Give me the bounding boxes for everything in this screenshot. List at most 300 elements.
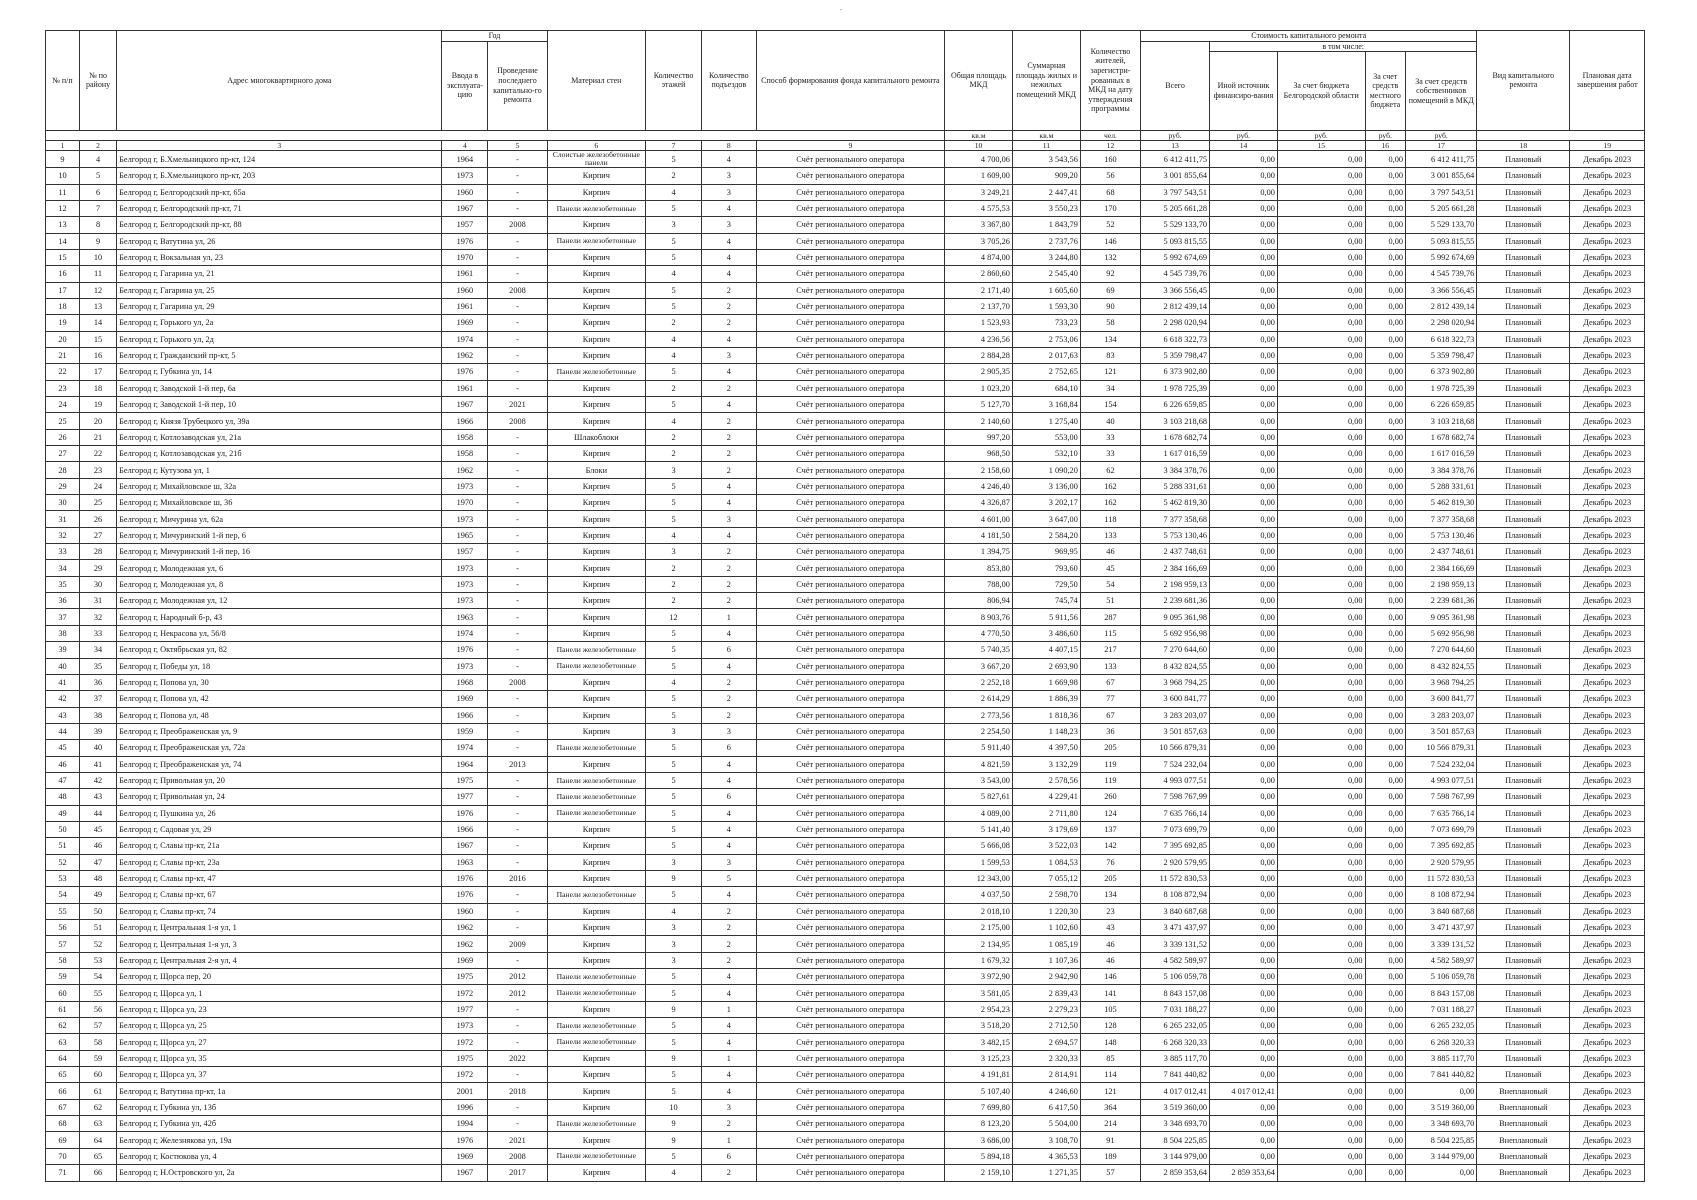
cell-area-total: 4 700,06 xyxy=(945,151,1013,168)
cell-num: 39 xyxy=(46,642,80,658)
cell-end-date: Декабрь 2023 xyxy=(1570,315,1645,331)
cell-owners: 8 432 824,55 xyxy=(1406,658,1477,674)
cell-district-num: 11 xyxy=(79,266,116,282)
cell-district-num: 16 xyxy=(79,347,116,363)
cell-residents: 85 xyxy=(1080,1050,1140,1066)
cell-year-built: 1970 xyxy=(442,249,488,265)
cell-num: 61 xyxy=(46,1001,80,1017)
cell-address: Белгород г, Молодежная ул, 12 xyxy=(117,593,442,609)
cell-owners: 5 288 331,61 xyxy=(1406,478,1477,494)
cell-area-total: 1 609,00 xyxy=(945,168,1013,184)
cell-owners: 8 504 225,85 xyxy=(1406,1132,1477,1148)
cell-cost-total: 3 283 203,07 xyxy=(1141,707,1210,723)
cell-end-date: Декабрь 2023 xyxy=(1570,1165,1645,1181)
cell-entrances: 2 xyxy=(701,691,756,707)
cell-area-living: 733,23 xyxy=(1012,315,1080,331)
cell-cost-total: 7 031 188,27 xyxy=(1141,1001,1210,1017)
cell-residents: 68 xyxy=(1080,184,1140,200)
cell-local: 0,00 xyxy=(1365,266,1406,282)
cell-owners: 4 582 589,97 xyxy=(1406,952,1477,968)
cell-year-built: 1976 xyxy=(442,233,488,249)
cell-cost-total: 5 205 661,28 xyxy=(1141,200,1210,216)
cell-entrances: 3 xyxy=(701,168,756,184)
cell-end-date: Декабрь 2023 xyxy=(1570,413,1645,429)
cell-owners: 3 001 855,64 xyxy=(1406,168,1477,184)
cell-entrances: 4 xyxy=(701,233,756,249)
cell-district-num: 5 xyxy=(79,168,116,184)
cell-district-num: 8 xyxy=(79,217,116,233)
cell-cost-total: 3 501 857,63 xyxy=(1141,723,1210,739)
cell-cost-total: 6 268 320,33 xyxy=(1141,1034,1210,1050)
cell-regional: 0,00 xyxy=(1277,168,1365,184)
cell-entrances: 2 xyxy=(701,936,756,952)
cell-repair-type: Плановый xyxy=(1477,789,1570,805)
cell-entrances: 2 xyxy=(701,429,756,445)
cell-floors: 12 xyxy=(646,609,702,625)
column-number: 19 xyxy=(1570,141,1645,151)
cell-wall: Кирпич xyxy=(547,903,646,919)
cell-year-repair: - xyxy=(488,1067,547,1083)
cell-end-date: Декабрь 2023 xyxy=(1570,593,1645,609)
cell-num: 23 xyxy=(46,380,80,396)
cell-other-src: 0,00 xyxy=(1210,151,1278,168)
table-row xyxy=(46,478,1645,494)
cell-repair-type: Плановый xyxy=(1477,249,1570,265)
cell-entrances: 2 xyxy=(701,413,756,429)
column-number: 14 xyxy=(1210,141,1278,151)
cell-num: 16 xyxy=(46,266,80,282)
cell-residents: 62 xyxy=(1080,462,1140,478)
cell-wall: Кирпич xyxy=(547,625,646,641)
cell-year-repair: - xyxy=(488,625,547,641)
cell-fund: Счёт регионального оператора xyxy=(756,200,944,216)
cell-address: Белгород г, Гагарина ул, 29 xyxy=(117,298,442,314)
cell-end-date: Декабрь 2023 xyxy=(1570,527,1645,543)
cell-area-living: 1 886,39 xyxy=(1012,691,1080,707)
cell-cost-total: 2 859 353,64 xyxy=(1141,1165,1210,1181)
cell-fund: Счёт регионального оператора xyxy=(756,838,944,854)
cell-area-total: 1 523,93 xyxy=(945,315,1013,331)
cell-area-total: 2 860,60 xyxy=(945,266,1013,282)
cell-residents: 141 xyxy=(1080,985,1140,1001)
cell-address: Белгород г, Ватутина пр-кт, 1а xyxy=(117,1083,442,1099)
cell-year-repair: - xyxy=(488,691,547,707)
cell-floors: 4 xyxy=(646,266,702,282)
cell-cost-total: 3 103 218,68 xyxy=(1141,413,1210,429)
cell-wall: Кирпич xyxy=(547,1165,646,1181)
cell-area-living: 5 911,56 xyxy=(1012,609,1080,625)
cell-district-num: 64 xyxy=(79,1132,116,1148)
cell-area-living: 1 102,60 xyxy=(1012,920,1080,936)
cell-entrances: 4 xyxy=(701,249,756,265)
cell-residents: 132 xyxy=(1080,249,1140,265)
cell-local: 0,00 xyxy=(1365,1132,1406,1148)
cell-fund: Счёт регионального оператора xyxy=(756,511,944,527)
table-row xyxy=(46,462,1645,478)
cell-other-src: 0,00 xyxy=(1210,920,1278,936)
cell-local: 0,00 xyxy=(1365,1034,1406,1050)
cell-end-date: Декабрь 2023 xyxy=(1570,723,1645,739)
unit-other-src: руб. xyxy=(1210,130,1278,141)
cell-end-date: Декабрь 2023 xyxy=(1570,985,1645,1001)
cell-end-date: Декабрь 2023 xyxy=(1570,478,1645,494)
cell-address: Белгород г, Заводской 1-й пер, 10 xyxy=(117,397,442,413)
cell-address: Белгород г, Б.Хмельницкого пр-кт, 124 xyxy=(117,151,442,168)
cell-regional: 0,00 xyxy=(1277,920,1365,936)
cell-area-living: 3 108,70 xyxy=(1012,1132,1080,1148)
cell-area-total: 5 827,61 xyxy=(945,789,1013,805)
cell-end-date: Декабрь 2023 xyxy=(1570,854,1645,870)
column-number: 3 xyxy=(117,141,442,151)
cell-year-built: 1968 xyxy=(442,674,488,690)
cell-cost-total: 2 437 748,61 xyxy=(1141,544,1210,560)
cell-residents: 287 xyxy=(1080,609,1140,625)
cell-entrances: 2 xyxy=(701,1116,756,1132)
cell-address: Белгород г, Центральная 2-я ул, 4 xyxy=(117,952,442,968)
cell-num: 51 xyxy=(46,838,80,854)
cell-address: Белгород г, Щорса ул, 1 xyxy=(117,985,442,1001)
cell-floors: 4 xyxy=(646,903,702,919)
cell-local: 0,00 xyxy=(1365,870,1406,886)
cell-repair-type: Плановый xyxy=(1477,838,1570,854)
cell-year-built: 1976 xyxy=(442,870,488,886)
cell-floors: 5 xyxy=(646,151,702,168)
cell-year-repair: - xyxy=(488,364,547,380)
cell-area-living: 2 017,63 xyxy=(1012,347,1080,363)
cell-repair-type: Плановый xyxy=(1477,854,1570,870)
cell-cost-total: 7 073 699,79 xyxy=(1141,821,1210,837)
cell-repair-type: Плановый xyxy=(1477,560,1570,576)
cell-fund: Счёт регионального оператора xyxy=(756,478,944,494)
cell-residents: 34 xyxy=(1080,380,1140,396)
cell-district-num: 21 xyxy=(79,429,116,445)
cell-fund: Счёт регионального оператора xyxy=(756,315,944,331)
cell-owners: 0,00 xyxy=(1406,1165,1477,1181)
cell-repair-type: Плановый xyxy=(1477,1018,1570,1034)
cell-repair-type: Плановый xyxy=(1477,723,1570,739)
cell-residents: 146 xyxy=(1080,233,1140,249)
cell-fund: Счёт регионального оператора xyxy=(756,772,944,788)
table-row xyxy=(46,233,1645,249)
cell-address: Белгород г, Пушкина ул, 26 xyxy=(117,805,442,821)
cell-address: Белгород г, Щорса ул, 27 xyxy=(117,1034,442,1050)
cell-other-src: 0,00 xyxy=(1210,429,1278,445)
cell-area-living: 2 942,90 xyxy=(1012,969,1080,985)
cell-cost-total: 5 093 815,55 xyxy=(1141,233,1210,249)
cell-residents: 137 xyxy=(1080,821,1140,837)
cell-regional: 0,00 xyxy=(1277,282,1365,298)
table-row xyxy=(46,576,1645,592)
cell-floors: 5 xyxy=(646,658,702,674)
cell-wall: Кирпич xyxy=(547,1083,646,1099)
cell-area-total: 3 972,90 xyxy=(945,969,1013,985)
column-number: 13 xyxy=(1141,141,1210,151)
cell-cost-total: 5 359 798,47 xyxy=(1141,347,1210,363)
cell-floors: 5 xyxy=(646,707,702,723)
table-row xyxy=(46,920,1645,936)
cell-year-repair: - xyxy=(488,707,547,723)
cell-residents: 83 xyxy=(1080,347,1140,363)
table-row xyxy=(46,674,1645,690)
cell-other-src: 0,00 xyxy=(1210,821,1278,837)
cell-wall: Кирпич xyxy=(547,691,646,707)
cell-fund: Счёт регионального оператора xyxy=(756,1165,944,1181)
cell-end-date: Декабрь 2023 xyxy=(1570,1067,1645,1083)
cell-district-num: 44 xyxy=(79,805,116,821)
cell-other-src: 0,00 xyxy=(1210,298,1278,314)
cell-area-total: 4 191,81 xyxy=(945,1067,1013,1083)
cell-entrances: 2 xyxy=(701,674,756,690)
cell-year-repair: - xyxy=(488,168,547,184)
table-row xyxy=(46,527,1645,543)
cell-owners: 5 753 130,46 xyxy=(1406,527,1477,543)
cell-address: Белгород г, Щорса ул, 37 xyxy=(117,1067,442,1083)
cell-local: 0,00 xyxy=(1365,233,1406,249)
column-number: 12 xyxy=(1080,141,1140,151)
cell-year-built: 1973 xyxy=(442,168,488,184)
cell-fund: Счёт регионального оператора xyxy=(756,1034,944,1050)
cell-year-repair: - xyxy=(488,233,547,249)
table-row xyxy=(46,249,1645,265)
cell-other-src: 0,00 xyxy=(1210,266,1278,282)
cell-local: 0,00 xyxy=(1365,429,1406,445)
cell-year-repair: - xyxy=(488,593,547,609)
unit-residents: чел. xyxy=(1080,130,1140,141)
col-entrances: Количество подъездов xyxy=(701,31,756,131)
cell-entrances: 3 xyxy=(701,184,756,200)
cell-area-total: 853,80 xyxy=(945,560,1013,576)
col-end-date: Плановая дата завершения работ xyxy=(1570,31,1645,131)
cell-other-src: 0,00 xyxy=(1210,331,1278,347)
cell-year-repair: 2009 xyxy=(488,936,547,952)
cell-year-built: 1972 xyxy=(442,1034,488,1050)
cell-regional: 0,00 xyxy=(1277,1001,1365,1017)
cell-repair-type: Внеплановый xyxy=(1477,1132,1570,1148)
cell-repair-type: Плановый xyxy=(1477,772,1570,788)
cell-entrances: 4 xyxy=(701,200,756,216)
cell-residents: 364 xyxy=(1080,1099,1140,1115)
cell-wall: Кирпич xyxy=(547,870,646,886)
cell-floors: 4 xyxy=(646,347,702,363)
cell-entrances: 2 xyxy=(701,462,756,478)
cell-floors: 2 xyxy=(646,315,702,331)
table-row xyxy=(46,446,1645,462)
cell-floors: 3 xyxy=(646,217,702,233)
cell-other-src: 0,00 xyxy=(1210,723,1278,739)
cell-wall: Кирпич xyxy=(547,168,646,184)
cell-floors: 3 xyxy=(646,854,702,870)
table-row xyxy=(46,985,1645,1001)
cell-area-total: 12 343,00 xyxy=(945,870,1013,886)
cell-local: 0,00 xyxy=(1365,854,1406,870)
cell-entrances: 2 xyxy=(701,446,756,462)
col-address: Адрес многоквартирного дома xyxy=(117,31,442,131)
table-row xyxy=(46,184,1645,200)
cell-end-date: Декабрь 2023 xyxy=(1570,887,1645,903)
cell-num: 62 xyxy=(46,1018,80,1034)
cell-floors: 5 xyxy=(646,969,702,985)
cell-num: 37 xyxy=(46,609,80,625)
cell-local: 0,00 xyxy=(1365,249,1406,265)
cell-fund: Счёт регионального оператора xyxy=(756,756,944,772)
cell-entrances: 2 xyxy=(701,593,756,609)
cell-end-date: Декабрь 2023 xyxy=(1570,266,1645,282)
cell-year-built: 1969 xyxy=(442,1148,488,1164)
cell-district-num: 47 xyxy=(79,854,116,870)
cell-local: 0,00 xyxy=(1365,446,1406,462)
cell-end-date: Декабрь 2023 xyxy=(1570,642,1645,658)
table-row xyxy=(46,723,1645,739)
cell-area-living: 6 417,50 xyxy=(1012,1099,1080,1115)
cell-cost-total: 6 226 659,85 xyxy=(1141,397,1210,413)
cell-year-repair: - xyxy=(488,495,547,511)
cell-area-total: 3 249,21 xyxy=(945,184,1013,200)
cell-local: 0,00 xyxy=(1365,168,1406,184)
cell-year-built: 2001 xyxy=(442,1083,488,1099)
table-row xyxy=(46,1034,1645,1050)
cell-district-num: 7 xyxy=(79,200,116,216)
cell-residents: 205 xyxy=(1080,740,1140,756)
cell-entrances: 2 xyxy=(701,298,756,314)
cell-owners: 9 095 361,98 xyxy=(1406,609,1477,625)
table-row xyxy=(46,1148,1645,1164)
cell-cost-total: 3 384 378,76 xyxy=(1141,462,1210,478)
cell-floors: 5 xyxy=(646,1034,702,1050)
cell-repair-type: Плановый xyxy=(1477,544,1570,560)
cell-district-num: 49 xyxy=(79,887,116,903)
cell-year-repair: - xyxy=(488,462,547,478)
cell-entrances: 2 xyxy=(701,282,756,298)
cell-repair-type: Плановый xyxy=(1477,380,1570,396)
cell-address: Белгород г, Народный б-р, 43 xyxy=(117,609,442,625)
cell-area-total: 2 140,60 xyxy=(945,413,1013,429)
cell-fund: Счёт регионального оператора xyxy=(756,1083,944,1099)
cell-entrances: 4 xyxy=(701,151,756,168)
cell-year-repair: - xyxy=(488,838,547,854)
cell-area-living: 2 693,90 xyxy=(1012,658,1080,674)
cell-regional: 0,00 xyxy=(1277,511,1365,527)
cell-year-repair: - xyxy=(488,266,547,282)
cell-fund: Счёт регионального оператора xyxy=(756,920,944,936)
cell-fund: Счёт регионального оператора xyxy=(756,397,944,413)
cell-cost-total: 7 635 766,14 xyxy=(1141,805,1210,821)
cell-district-num: 15 xyxy=(79,331,116,347)
cell-area-total: 2 884,28 xyxy=(945,347,1013,363)
cell-area-living: 3 132,29 xyxy=(1012,756,1080,772)
cell-year-built: 1960 xyxy=(442,903,488,919)
cell-num: 32 xyxy=(46,527,80,543)
cell-area-total: 968,50 xyxy=(945,446,1013,462)
table-row xyxy=(46,625,1645,641)
cell-cost-total: 5 529 133,70 xyxy=(1141,217,1210,233)
cell-entrances: 4 xyxy=(701,1067,756,1083)
cell-regional: 0,00 xyxy=(1277,266,1365,282)
cell-area-total: 4 236,56 xyxy=(945,331,1013,347)
cell-repair-type: Плановый xyxy=(1477,315,1570,331)
cell-residents: 260 xyxy=(1080,789,1140,805)
cell-area-total: 3 482,15 xyxy=(945,1034,1013,1050)
cell-fund: Счёт регионального оператора xyxy=(756,789,944,805)
cell-year-repair: - xyxy=(488,576,547,592)
cell-end-date: Декабрь 2023 xyxy=(1570,821,1645,837)
cell-local: 0,00 xyxy=(1365,511,1406,527)
cell-num: 52 xyxy=(46,854,80,870)
cell-fund: Счёт регионального оператора xyxy=(756,217,944,233)
cell-wall: Кирпич xyxy=(547,952,646,968)
col-owners: За счет средств собственников помещений в МКД xyxy=(1406,52,1477,130)
cell-repair-type: Внеплановый xyxy=(1477,1165,1570,1181)
cell-year-built: 1966 xyxy=(442,707,488,723)
cell-other-src: 0,00 xyxy=(1210,1034,1278,1050)
cell-cost-total: 5 288 331,61 xyxy=(1141,478,1210,494)
cell-district-num: 19 xyxy=(79,397,116,413)
cell-area-living: 684,10 xyxy=(1012,380,1080,396)
cell-address: Белгород г, Губкина ул, 42б xyxy=(117,1116,442,1132)
cell-local: 0,00 xyxy=(1365,544,1406,560)
cell-address: Белгород г, Победы ул, 18 xyxy=(117,658,442,674)
cell-owners: 2 298 020,94 xyxy=(1406,315,1477,331)
cell-other-src: 0,00 xyxy=(1210,462,1278,478)
cell-wall: Кирпич xyxy=(547,282,646,298)
cell-area-living: 1 271,35 xyxy=(1012,1165,1080,1181)
cell-entrances: 4 xyxy=(701,838,756,854)
cell-wall: Кирпич xyxy=(547,184,646,200)
cell-address: Белгород г, Щорса ул, 35 xyxy=(117,1050,442,1066)
cell-regional: 0,00 xyxy=(1277,642,1365,658)
cell-fund: Счёт регионального оператора xyxy=(756,723,944,739)
cell-district-num: 45 xyxy=(79,821,116,837)
cell-fund: Счёт регионального оператора xyxy=(756,364,944,380)
cell-cost-total: 3 968 794,25 xyxy=(1141,674,1210,690)
column-number: 1 xyxy=(46,141,80,151)
cell-entrances: 4 xyxy=(701,495,756,511)
cell-wall: Кирпич xyxy=(547,576,646,592)
cell-area-total: 2 134,95 xyxy=(945,936,1013,952)
cell-owners: 2 198 959,13 xyxy=(1406,576,1477,592)
cell-end-date: Декабрь 2023 xyxy=(1570,429,1645,445)
cell-year-built: 1972 xyxy=(442,1067,488,1083)
cell-other-src: 0,00 xyxy=(1210,282,1278,298)
cell-local: 0,00 xyxy=(1365,772,1406,788)
table-row xyxy=(46,838,1645,854)
cell-residents: 134 xyxy=(1080,887,1140,903)
cell-year-repair: 2008 xyxy=(488,217,547,233)
cell-floors: 9 xyxy=(646,870,702,886)
cell-local: 0,00 xyxy=(1365,756,1406,772)
cell-local: 0,00 xyxy=(1365,315,1406,331)
cell-year-repair: 2008 xyxy=(488,1148,547,1164)
cell-address: Белгород г, Молодежная ул, 8 xyxy=(117,576,442,592)
cell-year-repair: - xyxy=(488,789,547,805)
cell-owners: 3 797 543,51 xyxy=(1406,184,1477,200)
cell-year-built: 1960 xyxy=(442,184,488,200)
unit-cost-total: руб. xyxy=(1141,130,1210,141)
cell-area-living: 3 647,00 xyxy=(1012,511,1080,527)
cell-floors: 4 xyxy=(646,1165,702,1181)
cell-num: 44 xyxy=(46,723,80,739)
cell-fund: Счёт регионального оператора xyxy=(756,347,944,363)
cell-local: 0,00 xyxy=(1365,952,1406,968)
cell-other-src: 0,00 xyxy=(1210,903,1278,919)
cell-wall: Кирпич xyxy=(547,380,646,396)
column-number: 4 xyxy=(442,141,488,151)
cell-area-total: 997,20 xyxy=(945,429,1013,445)
cell-year-repair: - xyxy=(488,560,547,576)
cell-end-date: Декабрь 2023 xyxy=(1570,952,1645,968)
cell-year-repair: 2008 xyxy=(488,413,547,429)
cell-local: 0,00 xyxy=(1365,331,1406,347)
cell-regional: 0,00 xyxy=(1277,674,1365,690)
